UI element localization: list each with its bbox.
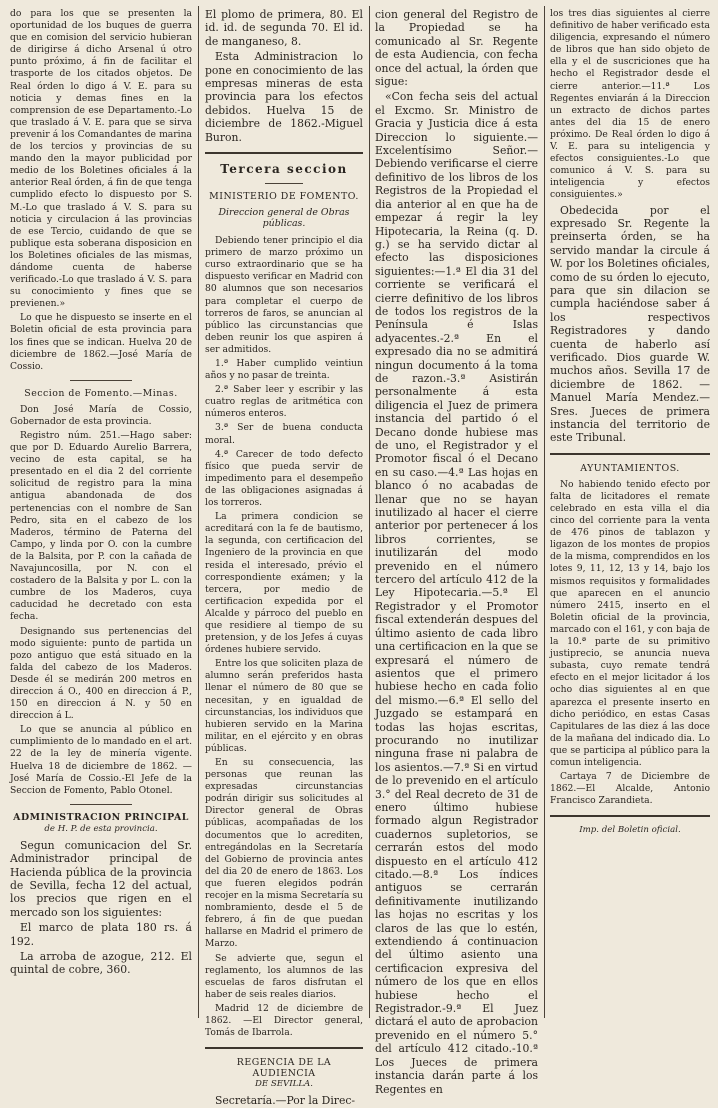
paragraph: 4.ª Carecer de todo defecto físico que pueda servir de impedimento para el desempeño de las obligaciones asignadas á los torreros. xyxy=(205,448,363,509)
section-subheading: Direccion general de Obras públicas. xyxy=(218,207,350,230)
paragraph: cion general del Registro de la Propiedad se ha comunicado al Sr. Regente de esta Audiencia, con fecha once del actual, la órden que sigue: xyxy=(375,8,538,89)
column-rule xyxy=(544,6,545,1018)
imprint: Imp. del Boletin oficial. xyxy=(579,825,681,836)
signature-line: Cartaya 7 de Diciembre de 1862.—El Alcalde, Antonio Francisco Zarandieta. xyxy=(550,771,710,807)
divider xyxy=(550,815,710,817)
section-heading: Seccion de Fomento.—Minas. xyxy=(24,387,178,399)
divider xyxy=(70,380,132,381)
column-rule xyxy=(198,6,199,1018)
paragraph: Obedecida por el expresado Sr. Regente la preinserta órden, se ha servido mandar la circule á W. por los Boletines oficiales, como de su órden lo ejecuto, para que sin dilacion se cumpla haciéndose saber á los respectivos Registradores y dando cuenta de haberlo así verificado. Dios guarde W. muchos años. Sevilla 17 de diciembre de 1862. —Manuel María Mendez.— Sres. Jueces de primera instancia del territorio de este Tribunal. xyxy=(550,203,710,445)
column-4 xyxy=(550,8,710,1016)
column-1 xyxy=(10,8,192,1016)
divider xyxy=(205,152,363,154)
section-subheading: de H. P. de esta provincia. xyxy=(44,823,158,834)
paragraph: Lo que se anuncia al público en cumplimiento de lo mandado en el art. 22 de la ley de minería vigente. Huelva 18 de diciembre de 1862. —José María de Cossio.-El Jefe de la Seccion de Fomento, Pablo Otonel. xyxy=(10,724,192,796)
paragraph: 2.ª Saber leer y escribir y las cuatro reglas de aritmética con números enteros. xyxy=(205,384,363,420)
section-heading: REGENCIA DE LA AUDIENCIA xyxy=(236,1057,332,1080)
paragraph: Esta Administracion lo pone en conocimiento de las empresas mineras de esta provincia para los efectos debidos. Huelva 15 de diciembre de 1862.-Miguel Buron. xyxy=(205,50,363,144)
section-subheading: DE SEVILLA. xyxy=(254,1079,313,1090)
paragraph: Designando sus pertenencias del modo siguiente: punto de partida un pozo antiguo que está situado en la falda del cabezo de los Maderos. Desde él se medirán 200 metros en direccion á O., 400 en direccion á P., 150 en direccion á N. y 50 en direccion á L. xyxy=(10,625,192,722)
ministry-heading: MINISTERIO DE FOMENTO. xyxy=(209,191,359,203)
paragraph: «Con fecha seis del actual el Excmo. Sr. Ministro de Gracia y Justicia dice á esta Direccion lo siguiente.—Excelentísimo Señor.—Debiendo verificarse el cierre definitivo de los libros de los Registros de la Propiedad el dia anterior al en que ha de empezar á regir la ley Hipotecaria, la Reina (q. D. g.) se ha servido dictar al efecto las disposiciones siguientes:—1.ª El dia 31 del corriente se verificará el cierre definitivo de los libros de todos los registros de la Península é Islas adyacentes.-2.ª En el expresado dia no se admitirá ningun documento á la toma de razon.-3.ª Asistirán personalmente á esta diligencia el Juez de primera instancia del partido ó el Decano donde hubiese mas de uno, el Registrador y el Promotor fiscal ó el Decano en su caso.—4.ª Las hojas en blanco ó no acabadas de llenar que no se hayan inutilizado al hacer el cierre anterior por pertenecer á los libros corrientes, se inutilizarán del modo prevenido en el número tercero del artículo 412 de la Ley Hipotecaria.—5.ª El Registrador y el Promotor fiscal extenderán despues del último asiento de cada libro una certificacion en la que se expresará el número de asientos que el primero hubiese hecho en cada folio del mismo.—6.ª El sello del Juzgado se estampará en todas las hojas escritas, procurando no inutilizar ninguna frase ni palabra de los asientos.—7.ª Si en virtud de lo prevenido en el artículo 3.° del Real decreto de 31 de enero último hubiese formado algun Registrador cuadernos supletorios, se cerrarán estos del modo dispuesto en el artículo 412 citado.—8.ª Los índices antiguos se cerrarán definitivamente inutilizando las hojas no escritas y los claros de las que lo estén, extendiendo á continuacion del último asiento una certificacion expresiva del número de los que en ellos hubiese hecho el Registrador.-9.ª El Juez dictará el auto de aprobacion prevenido en el número 5.° del artículo 412 citado.-10.ª Los Jueces de primera instancia darán parte á los Regentes en xyxy=(375,90,538,1096)
divider xyxy=(70,804,132,805)
paragraph: Se advierte que, segun el reglamento, los alumnos de las escuelas de faros disfrutan el haber de seis reales diarios. xyxy=(205,952,363,1000)
paragraph: Lo que he dispuesto se inserte en el Boletin oficial de esta provincia para los fines que se indican. Huelva 20 de diciembre de 1862.—José María de Cossio. xyxy=(10,312,192,372)
paragraph: El plomo de primera, 80. El id. id. de segunda 70. El id. de manganeso, 8. xyxy=(205,8,363,48)
paragraph: 3.ª Ser de buena conducta moral. xyxy=(205,422,363,446)
paragraph: Secretaría.—Por la Direc- xyxy=(215,1094,356,1108)
paragraph: Registro núm. 251.—Hago saber: que por D. Eduardo Aurelio Barrera, vecino de esta capital, se ha presentado en el dia 2 del corriente solicitud de registro para la mina antigua abandonada de dos pertenencias con el nombre de San Pedro, sita en el cabezo de los Maderos, término de Paterna del Campo, y linda por O. con la cumbre de la Balsita, por P. con la cañada de Navajuncosilla, por N. con el costadero de la Balsita y por L. con la cumbre de los Maderos, cuya caducidad he decretado con esta fecha. xyxy=(10,430,192,623)
paragraph: do para los que se presenten la oportunidad de los buques de guerra que en comision del servicio hubieran de dirigirse á dicho Arsenal ú otro punto próximo, á fin de facilitar el trasporte de los citados objetos. De Real órden lo digo á V. E. para su noticia y demas fines en la comprension de ese Departamento.-Lo que traslado á V. E. para que se sirva prevenir á los Comandantes de marina de los tercios y provincias de su mando den la mayor publicidad por medio de los Boletines oficiales á la anterior Real órden, á fin de que tenga cumplido efecto lo dispuesto por S. M.-Lo que traslado á V. S. para su noticia y circulacion á las provincias de ese Tercio, cuidando de que se publique esta soberana disposicion en los Boletines oficiales de las mismas, dándome cuenta de haberse verificado.-Lo que traslado á V. S. para su conocimiento y fines que se previenen.» xyxy=(10,8,192,310)
paragraph: En su consecuencia, las personas que reunan las expresadas circunstancias podrán dirigir sus solicitudes al Director general de Obras públicas, acompañadas de los documentos que lo acrediten, entregándolas en la Secretaría del Gobierno de provincia antes del dia 20 de enero de 1863. Los que fueren elegidos podrán recojer en la misma Secretaría su nombramiento, desde el 5 de febrero, á fin de que puedan hallarse en Madrid el primero de Marzo. xyxy=(205,757,363,950)
column-2 xyxy=(205,8,363,1108)
divider xyxy=(550,453,710,455)
paragraph: 1.ª Haber cumplido veintiun años y no pasar de treinta. xyxy=(205,358,363,382)
paragraph: Entre los que soliciten plaza de alumno serán preferidos hasta llenar el número de 80 que se necesitan, y en igualdad de circunstancias, los individuos que hubieren servido en la Marina militar, en el ejército y en obras públicas. xyxy=(205,658,363,754)
divider xyxy=(265,183,303,184)
divider xyxy=(205,1047,363,1049)
paragraph: No habiendo tenido efecto por falta de licitadores el remate celebrado en esta villa el dia cinco del corriente para la venta de 476 pinos de tablazon y ligazon de los montes de propios de la misma, comprendidos en los lotes 9, 11, 12, 13 y 14, bajo los mismos requisitos y formalidades que aparecen en el anuncio número 2415, inserto en el Boletin oficial de la provincia, marcado con el 161, y con baja de la 10.ª parte de su primitivo justiprecio, se anuncia nueva subasta, cuyo remate tendrá efecto en el mejor licitador á los ocho dias siguientes al en que aparezca el presente inserto en dicho periódico, en estas Casas Capitulares de las diez á las doce de la mañana del indicado dia. Lo que se participa al público para la comun inteligencia. xyxy=(550,478,710,768)
column-3 xyxy=(375,8,538,1096)
section-heading: Tercera seccion xyxy=(220,162,348,177)
section-heading: AYUNTAMIENTOS. xyxy=(580,462,680,474)
section-heading: ADMINISTRACION PRINCIPAL xyxy=(13,811,189,823)
paragraph: los tres dias siguientes al cierre definitivo de haber verificado esta diligencia, expresando el número de libros que han sido objeto de ella y el de suscriciones que ha hecho el Registrador desde el cierre anterior.—11.ª Los Regentes enviarán á la Direccion un extracto de dichos partes antes del dia 15 de enero próximo. De Real órden lo digo á V. E. para su inteligencia y efectos consiguientes.-Lo que comunico á V. S. para su inteligencia y efectos consiguientes.» xyxy=(550,8,710,201)
paragraph: El marco de plata 180 rs. á 192. xyxy=(10,921,192,948)
paragraph: La primera condicion se acreditará con la fe de bautismo, la segunda, con certificacion del Ingeniero de la provincia en que resida el interesado, prévio el correspondiente exámen; y la tercera, por medio de certificacion expedida por el Alcalde y párroco del pueblo en que residiere al tiempo de su pretension, y de los Jefes á cuyas órdenes hubiere servido. xyxy=(205,511,363,656)
paragraph: Segun comunicacion del Sr. Administrador principal de Hacienda pública de la provincia de Sevilla, fecha 12 del actual, los precios que rigen en el mercado son los siguientes: xyxy=(10,838,192,919)
paragraph: Don José María de Cossio, Gobernador de esta provincia. xyxy=(10,403,192,427)
column-rule xyxy=(369,6,370,1018)
paragraph: Madrid 12 de diciembre de 1862. —El Director general, Tomás de Ibarrola. xyxy=(205,1002,363,1039)
paragraph: La arroba de azogue, 212. El quintal de cobre, 360. xyxy=(10,950,192,977)
paragraph: Debiendo tener principio el dia primero de marzo próximo un curso extraordinario que se ha dispuesto verificar en Madrid con 80 alumnos que son necesarios para completar el cuerpo de torreros de faros, se anuncian al público las circunstancias que deben reunir los que aspiren á ser admitidos. xyxy=(205,235,363,355)
